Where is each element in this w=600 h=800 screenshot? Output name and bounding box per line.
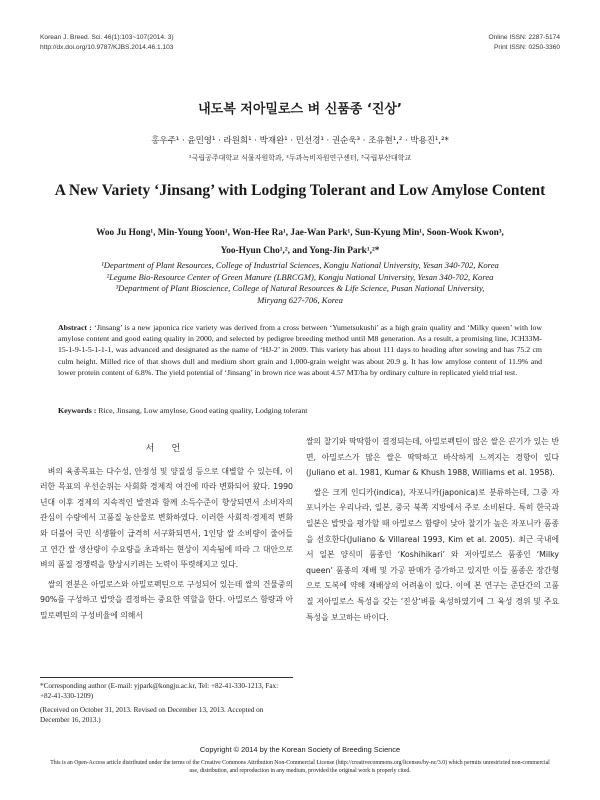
print-issn: Print ISSN: 0250-3360 [494,44,560,51]
journal-citation: Korean J. Breed. Sci. 46(1):103~107(2014. 3) [40,34,174,41]
body-column-right [306,434,559,629]
intro-paragraph-2-cont: 쌀의 찰기와 딱딱함이 결정되는데, 아밀로펙틴이 많은 쌀은 끈기가 있는 반면, 아밀로스가 많은 쌀은 딱딱하고 바삭하게 느껴지는 경향이 있다(Juliano et al. 1981, Kumar & Khush 1988, Williams et al. 1958). [306,437,559,478]
corresponding-author: *Corresponding author (E-mail: yjpark@kongju.ac.kr, Tel: +82-41-330-1213, Fax: +82-41-330-1209) [40,682,279,701]
english-title: A New Variety ‘Jinsang’ with Lodging Tolerant and Low Amylose Content [54,182,546,199]
english-affiliations [40,260,560,306]
section-heading-intro: 서 언 [145,444,188,454]
korean-authors: 홍우주¹ · 윤민영¹ · 라원희¹ · 박재완¹ · 민선경¹ · 권순욱³ · 조유현¹,² · 박용진¹,²* [151,136,449,146]
issn-header [489,33,560,53]
english-authors-line-2: Yoo-Hyun Cho¹,², and Yong-Jin Park¹,²* [220,246,380,256]
keywords-label: Keywords : [58,406,97,415]
affiliation-3: ³Department of Plant Bioscience, College of Natural Resources & Life Science, Pusan National University, [115,283,485,293]
keywords-text: Rice, Jinsang, Low amylose, Good eating quality, Lodging tolerant [96,406,308,415]
english-authors-line-1: Woo Ju Hong¹, Min-Young Yoon¹, Won-Hee Ra¹, Jae-Wan Park¹, Sun-Kyung Min¹, Soon-Wook Kwon³, [96,228,504,238]
intro-paragraph-3: 쌀은 크게 인디카(indica), 자포니카(japonica)로 분류하는데, 그중 자포니카는 우리나라, 일본, 중국 북쪽 지방에서 주로 소비된다. 특히 한국과 일본은 밥맛을 평가할 때 아밀로스 함량이 낮아 찰기가 높은 자포니카 품종을 선호한다(Juliano & Villareal 1993, Kim et al. 2005). 최근 국내에서 일본 양식미 품종인 ‘Koshihikari’ 와 저아밀로스 품종인 ‘Milky queen’ 품종의 재배 및 가공 판매가 증가하고 있지만 이들 품종은 장간형으로 도복에 약해 재배상의 어려움이 있다. 이에 본 연구는 준단간의 고품질 저아밀로스 특성을 갖는 ‘진상’벼를 육성하였기에 그 육성 경위 및 주요 특성을 보고하는 바이다. [306,487,559,622]
abstract-text: ‘Jinsang’ is a new japonica rice variety was derived from a cross between ‘Yumetsukushi’ as a high grain quality and ‘Milky queen’ with low amylose content and good eating quality in 2000, and selected by pedigree breeding method until M8 generation. As a result, a promising line, JCH33M-15-1-9-1-5-1-1-1, was advanced and designated as the name of ‘HJ-2’ in 2009. This variety has about 111 days to heading after sowing and has 75.2 cm culm height. Milled rice of that shows dull and medium short grain and 1,000-grain weight was about 20.9 g. It has low amylose content of 11.9% and lower protein content of 6.8%. The yield potential of ‘Jinsang’ in brown rice was about 4.57 MT/ha by ordinary culture in replicated yield trial test. [58,323,543,377]
keywords [58,406,542,415]
received-dates: (Received on October 31, 2013. Revised on December 13, 2013. Accepted on December 16, 2013.) [40,706,264,725]
doi-link[interactable]: http://dx.doi.org/10.9787/KJBS.2014.46.1.103 [40,44,174,51]
abstract-label: Abstract : [58,323,92,332]
affiliation-3-cont: Miryang 627-706, Korea [257,294,343,305]
intro-paragraph-1: 벼의 육종목표는 다수성, 안정성 및 양질성 등으로 대별할 수 있는데, 이러한 목표의 우선순위는 사회화 경제적 여건에 따라 변화되어 왔다. 1990년대 이후 경제의 지속적인 발전과 함께 소득수준이 향상되면서 소비자의 관심이 수량에서 고품질 농산물로 변화하였다. 이러한 사회적·경제적 변화와 더불어 국민 식생활이 급격히 서구화되면서, 1인당 쌀 소비량이 줄어들고 연간 쌀 생산량이 수요량을 초과하는 현상이 지속됨에 따라 그 대안으로 벼의 품질 경쟁력을 향상시키려는 노력이 뚜렷해지고 있다. [40,466,293,570]
body-column-left [40,434,293,628]
online-issn: Online ISSN: 2287-5174 [488,34,560,41]
korean-affiliations: ¹국립공주대학교 식물자원학과, ²두과녹비자원연구센터, ³국립부산대학교 [188,154,412,162]
journal-header [40,33,174,53]
intro-paragraph-2: 쌀의 전분은 아밀로스와 아밀로펙틴으로 구성되어 있는데 쌀의 건물중의 90%를 구성하고 밥맛을 결정하는 중요한 역할을 한다. 아밀로스 함량과 아밀로펙틴의 구성비율에 의해서 [40,579,294,620]
affiliation-2: ²Legume Bio-Resource Center of Green Manure (LBRCGM), Kongju National University, Yesan 340-702, Korea [106,271,494,282]
korean-title: 내도복 저아밀로스 벼 신품종 ‘진상’ [198,102,402,117]
license-notice: This is an Open-Access article distributed under the terms of the Creative Commons Attribution Non-Commercial License (http://creativecommons.org/licenses/by-nc/3.0) which permits unrestricted non-commercial use, distribution, and reproduction in any medium, provided the original work is properly cited. [50,760,550,774]
copyright: Copyright © 2014 by the Korean Society of Breeding Science [199,745,401,754]
english-authors [45,224,555,260]
footnote-divider [40,677,293,678]
affiliation-1: ¹Department of Plant Resources, College of Industrial Sciences, Kongju National University, Yesan 340-702, Korea [101,260,499,270]
abstract [58,322,542,378]
